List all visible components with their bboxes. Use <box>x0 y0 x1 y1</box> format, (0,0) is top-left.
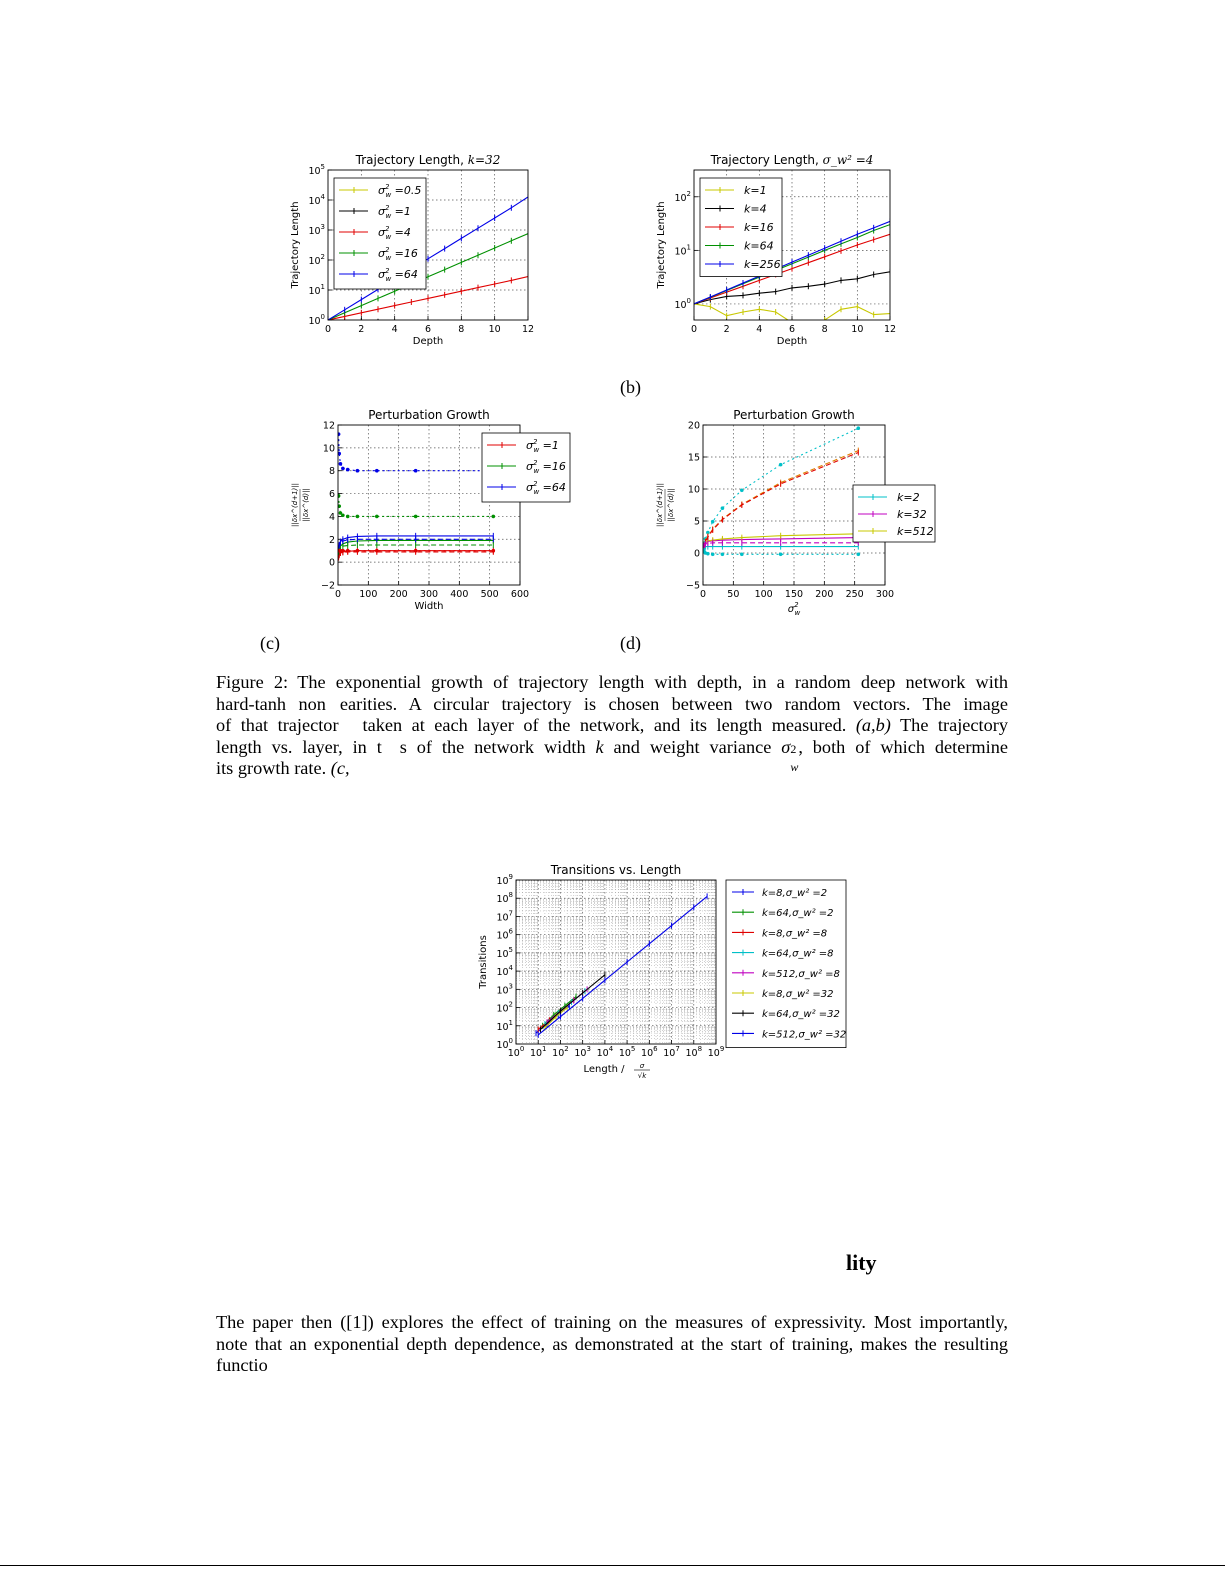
data-point <box>341 549 345 553</box>
x-tick-label: 4 <box>391 324 398 335</box>
x-tick-label: 100 <box>754 589 773 600</box>
caption-math-sup: 2 <box>790 741 797 756</box>
data-point <box>356 469 360 473</box>
legend-entry: $\sigma^2$ w =64 <box>526 480 566 496</box>
data-point <box>857 426 861 430</box>
y-tick-label: $10^4$ <box>496 964 513 979</box>
legend-entry: k=512,σ_w² =32 <box>762 1029 847 1041</box>
y-tick-label: −5 <box>685 580 700 592</box>
caption-line-2a: hard-tanh non <box>216 693 326 714</box>
legend-entry: $\sigma^2$ w =0.5 <box>378 183 422 199</box>
caption-line-2 <box>216 694 1008 716</box>
panel-label-d: (d) <box>620 633 641 653</box>
data-point <box>339 462 343 466</box>
y-tick-label: $10^3$ <box>308 223 325 237</box>
x-tick-label: 50 <box>727 589 740 600</box>
y-tick-label: 20 <box>687 420 700 432</box>
data-point <box>337 494 341 498</box>
y-axis-label-num: ||δx^(d+1)|| <box>656 483 664 527</box>
data-point <box>721 552 725 556</box>
x-axis-label: $\sigma^2$ w <box>787 601 801 617</box>
legend-box <box>726 880 846 1048</box>
caption-math-sigma: σ <box>781 736 791 757</box>
chart-title: Perturbation Growth <box>733 408 855 422</box>
y-tick-label: $10^6$ <box>496 927 513 942</box>
data-point <box>414 469 418 473</box>
legend-entry: k=64,σ_w² =2 <box>762 908 834 920</box>
x-tick-label: 6 <box>788 324 796 335</box>
caption-ref-ab: (a,b) <box>855 715 891 735</box>
x-axis-label: Depth <box>412 336 444 347</box>
x-tick-label: 0 <box>324 324 332 335</box>
x-tick-label: 10 <box>851 324 864 335</box>
transitions-vs-length-chart <box>470 860 910 1085</box>
data-point <box>779 463 783 467</box>
caption-line-4b: s of the network width <box>399 736 586 757</box>
y-tick-label: $10^0$ <box>496 1037 513 1051</box>
caption-line-4c: and weight variance <box>613 736 772 757</box>
legend-entry: $\sigma^2$ w =1 <box>526 438 559 454</box>
y-axis-label: Transitions <box>478 935 489 989</box>
legend <box>726 880 846 1048</box>
data-point <box>346 515 350 519</box>
series-group <box>702 426 860 556</box>
body-line-2: note that an exponential depth dependence, as demonstrated at the start of training, makes the resulting <box>216 1333 1008 1354</box>
caption-math-k: k <box>595 736 604 757</box>
y-tick-label: 6 <box>328 489 335 501</box>
y-axis-label: Trajectory Length <box>656 201 667 289</box>
caption-line-5 <box>216 758 1008 780</box>
data-point <box>414 515 418 519</box>
x-axis-label: Width <box>414 601 444 612</box>
x-tick-label: 0 <box>690 324 698 335</box>
caption-line-3d: The trajectory <box>900 715 1008 735</box>
y-tick-label: $10^0$ <box>308 313 325 327</box>
y-tick-label: 8 <box>328 466 335 478</box>
data-point <box>779 552 783 556</box>
y-tick-label: 2 <box>328 534 335 546</box>
x-tick-label: 6 <box>424 324 432 335</box>
y-tick-label: 5 <box>693 516 700 528</box>
body-paragraph <box>216 1312 1008 1377</box>
legend-entry: $\sigma^2$ w =16 <box>526 459 566 475</box>
y-tick-label: 12 <box>322 420 335 432</box>
chart-title: Trajectory Length, k=32 <box>355 153 501 167</box>
x-tick-label: 2 <box>723 324 730 335</box>
data-point <box>346 549 350 553</box>
x-tick-label: $10^3$ <box>574 1045 591 1059</box>
x-tick-label: $10^1$ <box>529 1045 547 1059</box>
x-tick-label: 4 <box>756 324 763 335</box>
x-tick-label: 150 <box>784 589 804 600</box>
legend-entry: $\sigma^2$ w =16 <box>378 246 418 262</box>
x-tick-label: $10^4$ <box>596 1045 614 1059</box>
x-tick-label: 300 <box>419 589 439 600</box>
data-point <box>356 515 360 519</box>
data-point <box>356 549 360 553</box>
legend <box>334 178 426 289</box>
y-axis-label-den: ||δx^(d)|| <box>667 488 675 522</box>
y-axis-label-den: ||δx^(d)|| <box>302 488 310 522</box>
y-tick-label: $10^2$ <box>496 1000 513 1015</box>
x-tick-label: 500 <box>480 589 499 600</box>
series-group <box>337 432 495 560</box>
legend-entry: k=64,σ_w² =32 <box>762 1009 840 1021</box>
x-tick-label: $10^8$ <box>685 1045 703 1059</box>
x-tick-label: 8 <box>821 324 828 335</box>
y-tick-label: 4 <box>328 511 335 523</box>
legend-entry: k=8,σ_w² =2 <box>762 888 828 899</box>
caption-line-3b: taken at each layer of the network, and its length measured. <box>362 715 847 735</box>
y-tick-label: 0 <box>693 548 700 560</box>
x-tick-label: 10 <box>488 324 501 335</box>
caption-line-4d: , both of which determine <box>798 736 1008 757</box>
caption-line-3a: of that trajector <box>216 715 339 735</box>
trajectory-length-chart-a <box>280 148 600 388</box>
y-axis-label: Trajectory Length <box>290 201 301 289</box>
caption-math-sub: w <box>790 759 799 774</box>
data-point <box>706 552 710 556</box>
x-tick-label: 0 <box>699 589 707 600</box>
y-tick-label: −2 <box>320 580 335 592</box>
y-tick-label: $10^5$ <box>496 945 513 960</box>
panel-label-b: (b) <box>620 377 641 397</box>
figure-caption <box>216 672 1008 780</box>
legend-entry: k=8,σ_w² =8 <box>762 928 828 940</box>
legend-entry: k=64,σ_w² =8 <box>762 948 834 960</box>
legend-entry: k=8,σ_w² =32 <box>762 989 834 1000</box>
data-point <box>711 520 715 524</box>
legend-entry: k=2 <box>897 491 920 504</box>
y-tick-label: $10^5$ <box>308 163 325 177</box>
chart-title: Trajectory Length, σ_w² =4 <box>710 153 874 167</box>
legend <box>482 433 570 502</box>
x-axis-label: Depth <box>776 336 808 347</box>
legend-entry: $\sigma^2$ w =1 <box>378 204 411 220</box>
y-tick-label: $10^3$ <box>496 982 513 997</box>
data-point <box>711 552 715 556</box>
series-line-8 <box>339 434 494 471</box>
legend <box>700 178 782 277</box>
data-point <box>721 506 725 510</box>
series-line-6 <box>540 975 605 1030</box>
x-tick-label: 200 <box>389 589 408 600</box>
y-tick-label: $10^9$ <box>496 873 513 887</box>
y-tick-label: 15 <box>687 452 700 464</box>
x-axis-label-num: σ <box>639 1062 645 1070</box>
panel-label-c: (c) <box>260 633 280 653</box>
x-tick-label: 400 <box>450 589 469 600</box>
y-axis-label-num: ||δx^(d+1)|| <box>291 483 299 527</box>
body-line-1: The paper then ([1]) explores the effect of training on the measures of expressivity. Most importantly, <box>216 1312 1008 1332</box>
x-tick-label: $10^9$ <box>707 1045 725 1059</box>
y-tick-label: $10^4$ <box>308 193 325 207</box>
y-tick-label: 0 <box>328 557 335 569</box>
grid-lines <box>516 880 716 1044</box>
y-tick-label: $10^8$ <box>496 891 513 906</box>
data-point <box>740 552 744 556</box>
section-heading: lity <box>846 1250 877 1275</box>
data-point <box>492 515 496 519</box>
x-tick-label: $10^6$ <box>641 1045 658 1059</box>
data-point <box>857 552 861 556</box>
legend-entry: $\sigma^2$ w =4 <box>378 225 411 241</box>
y-tick-label: $10^1$ <box>308 283 325 297</box>
x-tick-label: 8 <box>458 324 465 335</box>
x-tick-label: 12 <box>521 324 535 335</box>
chart-title: Perturbation Growth <box>368 408 490 422</box>
plot-frame <box>516 880 716 1044</box>
caption-line-2b: earities. A circular trajectory is chosen between two random vectors. The image <box>339 693 1008 714</box>
x-tick-label: 12 <box>883 324 897 335</box>
body-line-3: functio <box>216 1355 268 1375</box>
x-axis-label: Length / <box>583 1064 625 1075</box>
y-tick-label: $10^1$ <box>674 243 691 258</box>
perturbation-growth-chart-c <box>280 402 600 647</box>
y-tick-label: $10^0$ <box>674 296 691 311</box>
legend <box>853 485 935 542</box>
x-tick-label: $10^7$ <box>663 1045 680 1059</box>
x-axis-label-den: √k <box>637 1072 647 1080</box>
legend-entry: k=16 <box>744 221 774 234</box>
caption-line-4a: length vs. layer, in t <box>216 736 382 757</box>
series-line-7 <box>339 496 494 517</box>
x-tick-label: $10^5$ <box>618 1045 636 1059</box>
y-tick-label: 10 <box>322 443 335 455</box>
data-point <box>346 468 350 472</box>
x-tick-label: 300 <box>875 589 895 600</box>
data-point <box>414 549 418 553</box>
y-axis-label <box>656 483 675 527</box>
x-tick-label: 2 <box>358 324 365 335</box>
data-point <box>375 469 379 473</box>
series-line-3 <box>704 428 859 548</box>
data-point <box>492 549 496 553</box>
x-tick-label: 250 <box>845 589 864 600</box>
legend-entry: k=512,σ_w² =8 <box>762 968 840 980</box>
y-axis-label <box>291 483 310 527</box>
x-tick-label: 600 <box>510 589 530 600</box>
x-tick-label: 100 <box>359 589 378 600</box>
data-point <box>341 467 345 471</box>
caption-line-1: Figure 2: The exponential growth of trajectory length with depth, in a random deep network with <box>216 672 1008 692</box>
legend-entry: k=512 <box>897 525 934 538</box>
legend-entry: k=1 <box>744 184 767 197</box>
data-point <box>740 488 744 492</box>
data-point <box>337 432 341 436</box>
data-point <box>341 513 345 517</box>
y-tick-label: $10^2$ <box>674 189 691 204</box>
caption-line-3 <box>216 715 1008 737</box>
y-tick-label: 10 <box>687 484 700 496</box>
legend-entry: k=64 <box>744 239 774 253</box>
page-bottom-rule <box>0 1565 1225 1566</box>
caption-ref-c: (c, <box>330 758 350 778</box>
y-tick-label: $10^2$ <box>308 253 325 267</box>
x-tick-label: 200 <box>815 589 834 600</box>
data-point <box>375 549 379 553</box>
legend-entry: k=32 <box>897 508 927 521</box>
x-tick-label: 0 <box>334 589 342 600</box>
data-point <box>375 515 379 519</box>
chart-title: Transitions vs. Length <box>550 863 682 877</box>
y-tick-label: $10^7$ <box>496 909 513 924</box>
x-tick-label: $10^0$ <box>507 1045 525 1059</box>
x-tick-label: $10^2$ <box>552 1045 569 1059</box>
trajectory-length-chart-b <box>642 148 962 388</box>
legend-entry: k=256 <box>744 258 781 271</box>
caption-line-5a: its growth rate. <box>216 758 327 778</box>
legend-entry: k=4 <box>744 202 767 216</box>
perturbation-growth-chart-d <box>645 402 965 647</box>
y-tick-label: $10^1$ <box>496 1018 513 1033</box>
legend-entry: $\sigma^2$ w =64 <box>378 267 418 283</box>
